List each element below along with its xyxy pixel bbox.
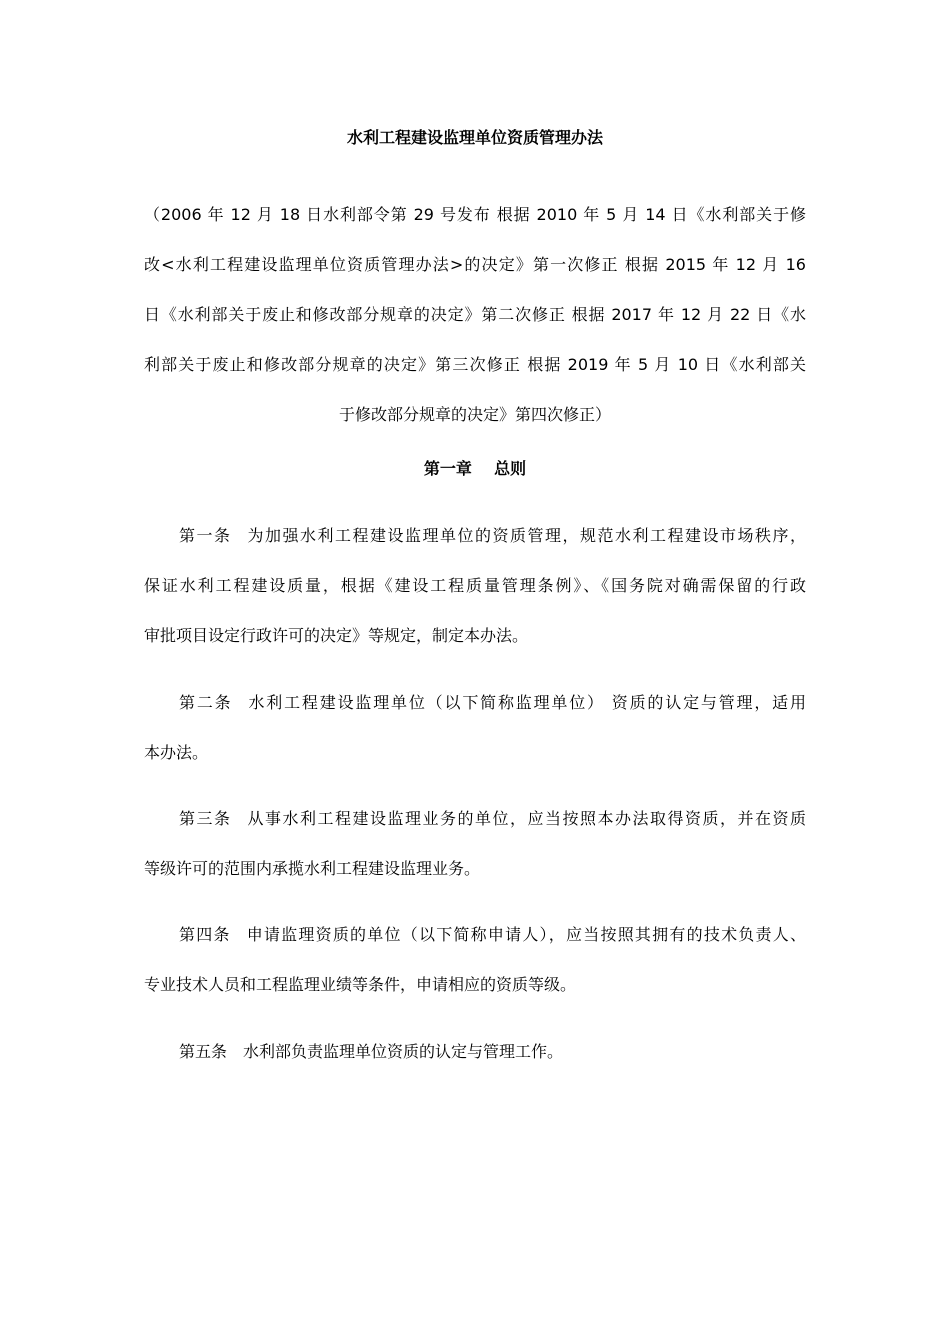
article-label: 第二条 [179,693,233,712]
article-line: 审批项目设定行政许可的决定》等规定，制定本办法。 [144,626,529,645]
article-line: 保证水利工程建设质量，根据《建设工程质量管理条例》、《国务院对确需保留的行政 [144,576,806,595]
article-line: 专业技术人员和工程监理业绩等条件，申请相应的资质等级。 [144,975,577,994]
document-title: 水利工程建设监理单位资质管理办法 [346,128,603,147]
article-text: 水利工程建设监理单位（以下简称监理单位） 资质的认定与管理，适用 [248,693,806,712]
article-1 [144,511,806,661]
article-label: 第四条 [179,925,231,944]
article-3 [144,794,806,894]
article-line [144,1027,806,1077]
article-line [144,511,806,561]
article-line [144,678,806,728]
article-line: 等级许可的范围内承揽水利工程建设监理业务。 [144,859,481,878]
article-2 [144,678,806,778]
article-line [144,794,806,844]
article-text: 申请监理资质的单位（以下简称申请人），应当按照其拥有的技术负责人、 [246,925,806,944]
revision-line: 于修改部分规章的决定》第四次修正） [338,405,611,424]
article-4 [144,910,806,1010]
article-label: 第三条 [179,809,232,828]
article-text: 水利部负责监理单位资质的认定与管理工作。 [243,1042,564,1061]
revision-line: （2006 年 12 月 18 日水利部令第 29 号发布 根据 2010 年 5 月 14 日《水利部关于修 [144,205,806,224]
revision-line: 利部关于废止和修改部分规章的决定》第三次修正 根据 2019 年 5 月 10 日《水利部关 [144,355,806,374]
revision-line: 改<水利工程建设监理单位资质管理办法>的决定》第一次修正 根据 2015 年 12 月 16 [144,255,806,274]
article-label: 第五条 [179,1042,228,1061]
article-line: 本办法。 [144,743,209,762]
revision-history [144,190,806,440]
article-label: 第一条 [179,526,232,545]
article-5 [144,1027,806,1077]
article-text: 从事水利工程建设监理业务的单位，应当按照本办法取得资质，并在资质 [247,809,806,828]
revision-line: 日《水利部关于废止和修改部分规章的决定》第二次修正 根据 2017 年 12 月 22 日《水 [144,305,806,324]
article-line [144,910,806,960]
article-text: 为加强水利工程建设监理单位的资质管理，规范水利工程建设市场秩序， [247,526,806,545]
chapter-heading: 第一章 总则 [423,459,527,478]
